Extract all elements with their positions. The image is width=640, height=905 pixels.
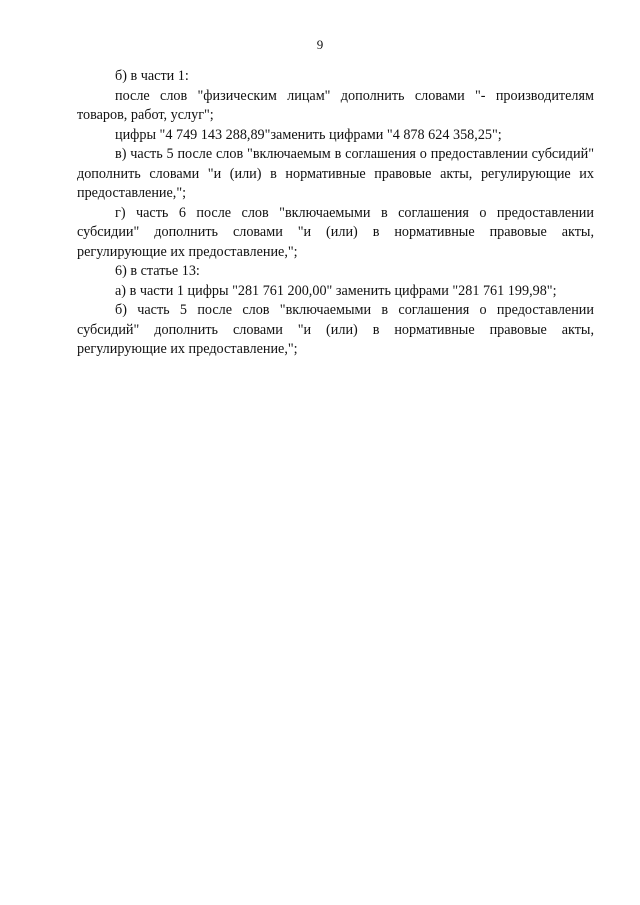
paragraph-b-part1: б) в части 1: (115, 68, 189, 84)
paragraph-b-part5: б) часть 5 после слов "включаемыми в соглашения о предоставлении субсидий" дополнить словами "и (или) в нормативные правовые акты, регулирующие их предоставление,"; (77, 302, 594, 357)
paragraph-a-part1: а) в части 1 цифры "281 761 200,00" заменить цифрами "281 761 199,98"; (115, 282, 557, 299)
paragraph-after-words-individuals: после слов "физическим лицам" дополнить словами "- производителям товаров, работ, услуг"; (77, 87, 594, 123)
paragraph-digits-replace: цифры "4 749 143 288,89"заменить цифрами "4 878 624 358,25"; (115, 126, 502, 143)
document-body (77, 67, 594, 360)
page-number: 9 (316, 37, 324, 52)
paragraph-v-part5: в) часть 5 после слов "включаемым в соглашения о предоставлении субсидий" дополнить словами "и (или) в нормативные правовые акты, регулирующие их предоставление,"; (77, 146, 594, 201)
paragraph-article-13: 6) в статье 13: (115, 263, 200, 279)
paragraph-g-part6: г) часть 6 после слов "включаемыми в соглашения о предоставлении субсидии" дополнить словами "и (или) в нормативные правовые акты, регулирующие их предоставление,"; (77, 204, 594, 260)
